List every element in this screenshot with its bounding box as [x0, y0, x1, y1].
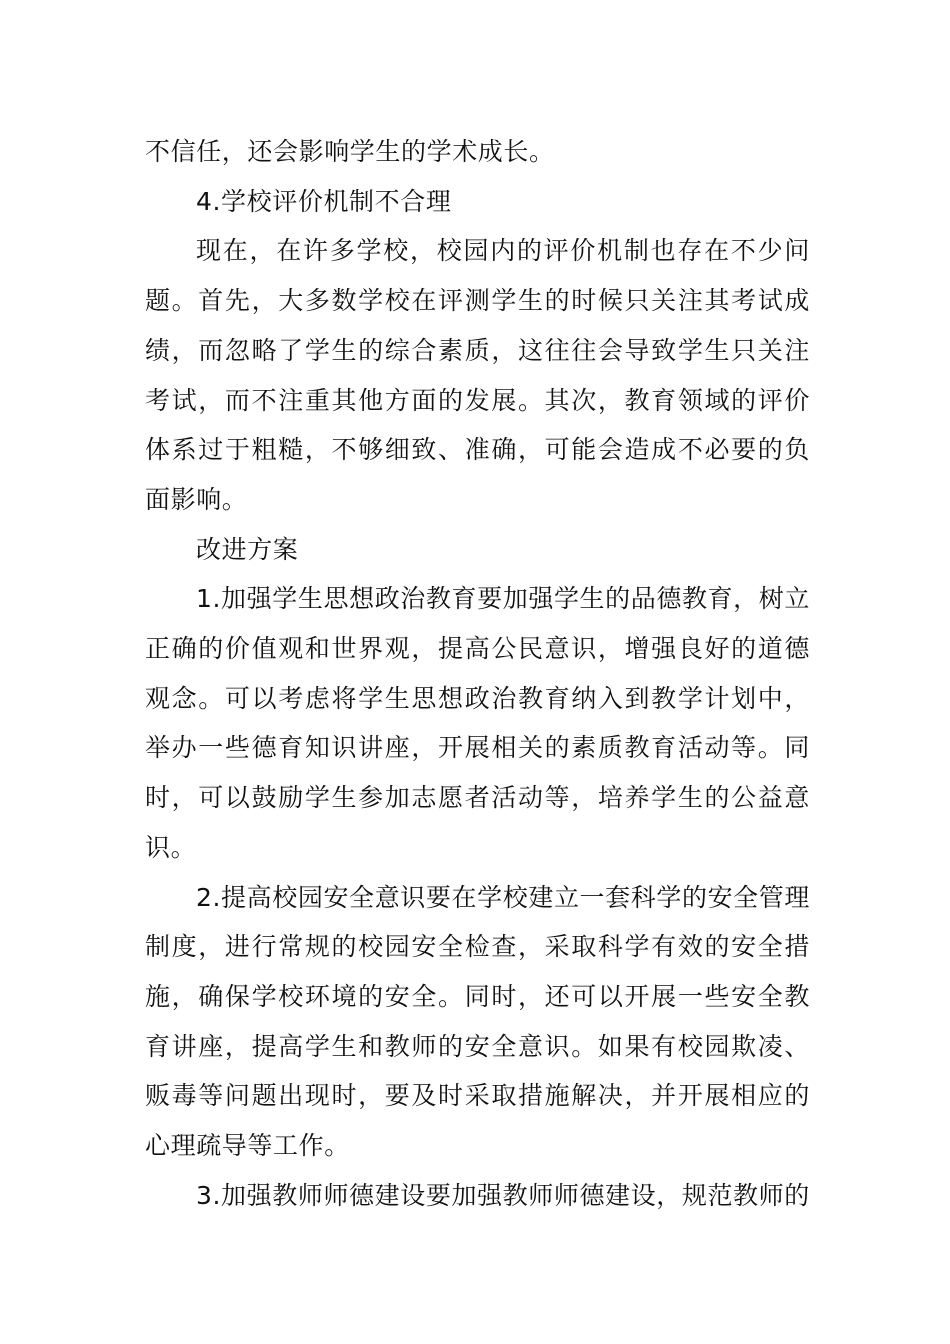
paragraph-campus-safety: 2.提高校园安全意识要在学校建立一套科学的安全管理制度，进行常规的校园安全检查，采取科学有效的安全措施，确保学校环境的安全。同时，还可以开展一些安全教育讲座，提高学生和教师的安全意识。如果有校园欺凌、贩毒等问题出现时，要及时采取措施解决，并开展相应的心理疏导等工作。	[145, 882, 810, 1161]
paragraph-ideological-education: 1.加强学生思想政治教育要加强学生的品德教育，树立正确的价值观和世界观，提高公民意识，增强良好的道德观念。可以考虑将学生思想政治教育纳入到教学计划中，举办一些德育知识讲座，开展相关的素质教育活动等。同时，可以鼓励学生参加志愿者活动等，培养学生的公益意识。	[145, 584, 810, 862]
document-body	[145, 127, 810, 1220]
paragraph-evaluation: 现在，在许多学校，校园内的评价机制也存在不少问题。首先，大多数学校在评测学生的时候只关注其考试成绩，而忽略了学生的综合素质，这往往会导致学生只关注考试，而不注重其他方面的发展。其次，教育领域的评价体系过于粗糙，不够细致、准确，可能会造成不必要的负面影响。	[145, 236, 810, 514]
paragraph-teacher-ethics: 3.加强教师师德建设要加强教师师德建设，规范教师的	[196, 1180, 810, 1210]
section-heading-evaluation: 4.学校评价机制不合理	[196, 186, 452, 216]
paragraph-continuation: 不信任，还会影响学生的学术成长。	[145, 137, 555, 166]
section-heading-improvement: 改进方案	[196, 534, 299, 564]
